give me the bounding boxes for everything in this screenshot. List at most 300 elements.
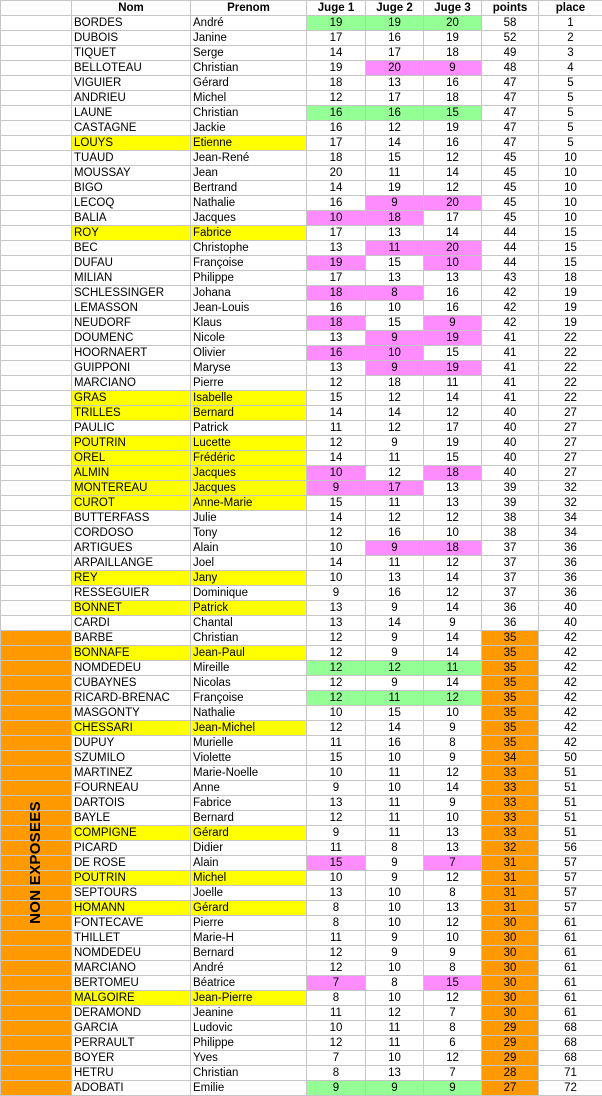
- cell-juge-3[interactable]: 8: [424, 736, 482, 751]
- cell-row-label[interactable]: [1, 781, 72, 796]
- cell-juge-1[interactable]: 13: [307, 601, 366, 616]
- cell-juge-1[interactable]: 12: [307, 691, 366, 706]
- cell-row-label[interactable]: [1, 256, 72, 271]
- cell-row-label[interactable]: [1, 991, 72, 1006]
- cell-juge-2[interactable]: 9: [366, 541, 424, 556]
- cell-place[interactable]: 51: [539, 796, 602, 811]
- cell-juge-1[interactable]: 10: [307, 466, 366, 481]
- cell-points[interactable]: 37: [482, 571, 539, 586]
- cell-nom[interactable]: MARCIANO: [72, 961, 191, 976]
- cell-juge-1[interactable]: 18: [307, 316, 366, 331]
- cell-juge-3[interactable]: 13: [424, 481, 482, 496]
- cell-nom[interactable]: TRILLES: [72, 406, 191, 421]
- cell-juge-1[interactable]: 14: [307, 46, 366, 61]
- cell-row-label[interactable]: [1, 46, 72, 61]
- cell-juge-3[interactable]: 7: [424, 1006, 482, 1021]
- cell-juge-3[interactable]: 19: [424, 436, 482, 451]
- cell-juge-2[interactable]: 11: [366, 691, 424, 706]
- cell-juge-3[interactable]: 16: [424, 301, 482, 316]
- cell-place[interactable]: 68: [539, 1051, 602, 1066]
- cell-nom[interactable]: MALGOIRE: [72, 991, 191, 1006]
- cell-points[interactable]: 35: [482, 721, 539, 736]
- cell-juge-1[interactable]: 17: [307, 136, 366, 151]
- cell-juge-2[interactable]: 16: [366, 31, 424, 46]
- cell-points[interactable]: 29: [482, 1051, 539, 1066]
- cell-row-label[interactable]: [1, 361, 72, 376]
- cell-juge-2[interactable]: 10: [366, 781, 424, 796]
- cell-juge-1[interactable]: 10: [307, 871, 366, 886]
- cell-juge-3[interactable]: 14: [424, 391, 482, 406]
- cell-prenom[interactable]: Philippe: [191, 271, 307, 286]
- cell-prenom[interactable]: Michel: [191, 91, 307, 106]
- cell-points[interactable]: 40: [482, 436, 539, 451]
- cell-juge-1[interactable]: 9: [307, 586, 366, 601]
- cell-nom[interactable]: DE ROSE: [72, 856, 191, 871]
- cell-juge-1[interactable]: 16: [307, 121, 366, 136]
- cell-place[interactable]: 1: [539, 16, 602, 31]
- cell-points[interactable]: 28: [482, 1066, 539, 1081]
- cell-points[interactable]: 49: [482, 46, 539, 61]
- cell-juge-1[interactable]: 16: [307, 346, 366, 361]
- cell-prenom[interactable]: Joel: [191, 556, 307, 571]
- cell-juge-1[interactable]: 13: [307, 361, 366, 376]
- cell-juge-1[interactable]: 8: [307, 901, 366, 916]
- cell-juge-3[interactable]: 15: [424, 346, 482, 361]
- cell-juge-1[interactable]: 8: [307, 1066, 366, 1081]
- cell-place[interactable]: 32: [539, 481, 602, 496]
- cell-place[interactable]: 34: [539, 511, 602, 526]
- cell-juge-1[interactable]: 16: [307, 106, 366, 121]
- cell-nom[interactable]: CARDI: [72, 616, 191, 631]
- header-points[interactable]: points: [482, 1, 539, 16]
- cell-row-label[interactable]: [1, 121, 72, 136]
- cell-juge-2[interactable]: 13: [366, 571, 424, 586]
- cell-prenom[interactable]: Violette: [191, 751, 307, 766]
- cell-prenom[interactable]: Bernard: [191, 946, 307, 961]
- cell-points[interactable]: 34: [482, 751, 539, 766]
- cell-juge-3[interactable]: 14: [424, 676, 482, 691]
- cell-nom[interactable]: BORDES: [72, 16, 191, 31]
- cell-prenom[interactable]: Fabrice: [191, 226, 307, 241]
- cell-juge-3[interactable]: 20: [424, 196, 482, 211]
- cell-juge-2[interactable]: 10: [366, 916, 424, 931]
- cell-points[interactable]: 40: [482, 421, 539, 436]
- cell-points[interactable]: 31: [482, 871, 539, 886]
- cell-prenom[interactable]: Jacques: [191, 466, 307, 481]
- cell-nom[interactable]: NEUDORF: [72, 316, 191, 331]
- cell-juge-1[interactable]: 14: [307, 511, 366, 526]
- cell-prenom[interactable]: Christian: [191, 631, 307, 646]
- cell-juge-1[interactable]: 19: [307, 256, 366, 271]
- cell-prenom[interactable]: Jean-Paul: [191, 646, 307, 661]
- cell-juge-1[interactable]: 10: [307, 706, 366, 721]
- cell-juge-2[interactable]: 8: [366, 841, 424, 856]
- cell-row-label[interactable]: [1, 421, 72, 436]
- cell-prenom[interactable]: Nicolas: [191, 676, 307, 691]
- cell-juge-2[interactable]: 8: [366, 286, 424, 301]
- cell-juge-2[interactable]: 9: [366, 871, 424, 886]
- cell-nom[interactable]: LOUYS: [72, 136, 191, 151]
- cell-nom[interactable]: NOMDEDEU: [72, 946, 191, 961]
- header-nom[interactable]: Nom: [72, 1, 191, 16]
- cell-nom[interactable]: DUFAU: [72, 256, 191, 271]
- cell-points[interactable]: 41: [482, 331, 539, 346]
- cell-place[interactable]: 61: [539, 991, 602, 1006]
- cell-points[interactable]: 41: [482, 376, 539, 391]
- cell-juge-3[interactable]: 13: [424, 271, 482, 286]
- header-juge-3[interactable]: Juge 3: [424, 1, 482, 16]
- cell-nom[interactable]: HETRU: [72, 1066, 191, 1081]
- cell-points[interactable]: 47: [482, 76, 539, 91]
- cell-juge-2[interactable]: 9: [366, 646, 424, 661]
- cell-juge-2[interactable]: 19: [366, 181, 424, 196]
- cell-juge-1[interactable]: 9: [307, 781, 366, 796]
- cell-place[interactable]: 61: [539, 961, 602, 976]
- cell-place[interactable]: 42: [539, 661, 602, 676]
- cell-row-label[interactable]: [1, 226, 72, 241]
- cell-points[interactable]: 35: [482, 691, 539, 706]
- cell-juge-1[interactable]: 11: [307, 1006, 366, 1021]
- cell-juge-1[interactable]: 17: [307, 226, 366, 241]
- cell-row-label[interactable]: [1, 856, 72, 871]
- cell-juge-3[interactable]: 20: [424, 16, 482, 31]
- cell-row-label[interactable]: [1, 661, 72, 676]
- cell-juge-2[interactable]: 11: [366, 496, 424, 511]
- cell-row-label[interactable]: [1, 646, 72, 661]
- cell-points[interactable]: 45: [482, 151, 539, 166]
- cell-juge-3[interactable]: 19: [424, 121, 482, 136]
- cell-place[interactable]: 22: [539, 361, 602, 376]
- cell-prenom[interactable]: Bernard: [191, 811, 307, 826]
- cell-row-label[interactable]: [1, 871, 72, 886]
- cell-prenom[interactable]: Marie-Noelle: [191, 766, 307, 781]
- cell-juge-3[interactable]: 17: [424, 421, 482, 436]
- cell-juge-1[interactable]: 14: [307, 406, 366, 421]
- cell-juge-2[interactable]: 15: [366, 706, 424, 721]
- cell-nom[interactable]: PAULIC: [72, 421, 191, 436]
- cell-prenom[interactable]: Dominique: [191, 586, 307, 601]
- cell-row-label[interactable]: [1, 391, 72, 406]
- cell-points[interactable]: 45: [482, 211, 539, 226]
- cell-row-label[interactable]: [1, 331, 72, 346]
- cell-juge-2[interactable]: 9: [366, 601, 424, 616]
- cell-place[interactable]: 61: [539, 1006, 602, 1021]
- cell-points[interactable]: 35: [482, 706, 539, 721]
- cell-nom[interactable]: ROY: [72, 226, 191, 241]
- cell-points[interactable]: 45: [482, 166, 539, 181]
- cell-juge-3[interactable]: 9: [424, 316, 482, 331]
- cell-juge-3[interactable]: 19: [424, 331, 482, 346]
- cell-place[interactable]: 10: [539, 196, 602, 211]
- cell-row-label[interactable]: [1, 796, 72, 811]
- cell-nom[interactable]: BOYER: [72, 1051, 191, 1066]
- cell-juge-1[interactable]: 14: [307, 451, 366, 466]
- cell-juge-2[interactable]: 17: [366, 46, 424, 61]
- cell-place[interactable]: 4: [539, 61, 602, 76]
- cell-row-label[interactable]: [1, 736, 72, 751]
- cell-juge-1[interactable]: 20: [307, 166, 366, 181]
- cell-juge-3[interactable]: 11: [424, 376, 482, 391]
- cell-place[interactable]: 10: [539, 151, 602, 166]
- cell-prenom[interactable]: Jacques: [191, 211, 307, 226]
- cell-nom[interactable]: RESSEGUIER: [72, 586, 191, 601]
- cell-row-label[interactable]: [1, 826, 72, 841]
- cell-juge-2[interactable]: 13: [366, 271, 424, 286]
- cell-place[interactable]: 36: [539, 541, 602, 556]
- cell-juge-2[interactable]: 11: [366, 1021, 424, 1036]
- cell-place[interactable]: 42: [539, 736, 602, 751]
- cell-juge-3[interactable]: 8: [424, 1021, 482, 1036]
- cell-juge-1[interactable]: 12: [307, 376, 366, 391]
- cell-juge-2[interactable]: 14: [366, 136, 424, 151]
- cell-nom[interactable]: CHESSARI: [72, 721, 191, 736]
- cell-juge-3[interactable]: 16: [424, 136, 482, 151]
- cell-prenom[interactable]: Christian: [191, 1066, 307, 1081]
- cell-nom[interactable]: SEPTOURS: [72, 886, 191, 901]
- cell-juge-2[interactable]: 16: [366, 106, 424, 121]
- cell-row-label[interactable]: [1, 1066, 72, 1081]
- cell-prenom[interactable]: Gérard: [191, 826, 307, 841]
- cell-nom[interactable]: LAUNE: [72, 106, 191, 121]
- cell-place[interactable]: 61: [539, 916, 602, 931]
- cell-juge-2[interactable]: 10: [366, 886, 424, 901]
- cell-juge-3[interactable]: 12: [424, 916, 482, 931]
- cell-juge-3[interactable]: 16: [424, 286, 482, 301]
- cell-juge-2[interactable]: 10: [366, 751, 424, 766]
- cell-row-label[interactable]: [1, 376, 72, 391]
- cell-row-label[interactable]: [1, 241, 72, 256]
- cell-juge-1[interactable]: 11: [307, 736, 366, 751]
- cell-juge-3[interactable]: 13: [424, 841, 482, 856]
- cell-juge-2[interactable]: 9: [366, 676, 424, 691]
- cell-prenom[interactable]: Tony: [191, 526, 307, 541]
- cell-nom[interactable]: MASGONTY: [72, 706, 191, 721]
- cell-place[interactable]: 42: [539, 646, 602, 661]
- cell-nom[interactable]: PICARD: [72, 841, 191, 856]
- cell-row-label[interactable]: [1, 571, 72, 586]
- cell-row-label[interactable]: [1, 616, 72, 631]
- cell-juge-1[interactable]: 10: [307, 541, 366, 556]
- cell-juge-1[interactable]: 12: [307, 961, 366, 976]
- cell-row-label[interactable]: [1, 976, 72, 991]
- cell-place[interactable]: 42: [539, 721, 602, 736]
- cell-nom[interactable]: DERAMOND: [72, 1006, 191, 1021]
- cell-place[interactable]: 40: [539, 601, 602, 616]
- cell-row-label[interactable]: [1, 316, 72, 331]
- cell-nom[interactable]: BALIA: [72, 211, 191, 226]
- cell-juge-2[interactable]: 15: [366, 316, 424, 331]
- cell-nom[interactable]: CUROT: [72, 496, 191, 511]
- cell-place[interactable]: 57: [539, 886, 602, 901]
- cell-nom[interactable]: BELLOTEAU: [72, 61, 191, 76]
- cell-juge-1[interactable]: 19: [307, 61, 366, 76]
- cell-juge-1[interactable]: 18: [307, 286, 366, 301]
- cell-row-label[interactable]: [1, 931, 72, 946]
- cell-nom[interactable]: DARTOIS: [72, 796, 191, 811]
- cell-points[interactable]: 47: [482, 91, 539, 106]
- cell-place[interactable]: 51: [539, 781, 602, 796]
- cell-nom[interactable]: POUTRIN: [72, 436, 191, 451]
- cell-points[interactable]: 42: [482, 316, 539, 331]
- cell-points[interactable]: 35: [482, 661, 539, 676]
- header-juge-1[interactable]: Juge 1: [307, 1, 366, 16]
- cell-points[interactable]: 44: [482, 256, 539, 271]
- cell-juge-2[interactable]: 18: [366, 376, 424, 391]
- cell-nom[interactable]: GUIPPONI: [72, 361, 191, 376]
- cell-nom[interactable]: ARPAILLANGE: [72, 556, 191, 571]
- cell-row-label[interactable]: [1, 706, 72, 721]
- cell-place[interactable]: 57: [539, 901, 602, 916]
- cell-row-label[interactable]: [1, 511, 72, 526]
- cell-points[interactable]: 38: [482, 511, 539, 526]
- cell-points[interactable]: 30: [482, 991, 539, 1006]
- cell-nom[interactable]: FOURNEAU: [72, 781, 191, 796]
- cell-prenom[interactable]: Alain: [191, 856, 307, 871]
- cell-nom[interactable]: BONNET: [72, 601, 191, 616]
- cell-nom[interactable]: BEC: [72, 241, 191, 256]
- cell-row-label[interactable]: [1, 961, 72, 976]
- cell-juge-1[interactable]: 15: [307, 391, 366, 406]
- cell-nom[interactable]: VIGUIER: [72, 76, 191, 91]
- cell-row-label[interactable]: [1, 901, 72, 916]
- cell-points[interactable]: 31: [482, 856, 539, 871]
- cell-juge-1[interactable]: 15: [307, 751, 366, 766]
- cell-row-label[interactable]: [1, 76, 72, 91]
- cell-juge-2[interactable]: 10: [366, 301, 424, 316]
- cell-place[interactable]: 27: [539, 436, 602, 451]
- cell-points[interactable]: 31: [482, 901, 539, 916]
- cell-prenom[interactable]: André: [191, 961, 307, 976]
- cell-place[interactable]: 5: [539, 121, 602, 136]
- cell-row-label[interactable]: [1, 676, 72, 691]
- cell-prenom[interactable]: Lucette: [191, 436, 307, 451]
- cell-nom[interactable]: HOORNAERT: [72, 346, 191, 361]
- cell-juge-1[interactable]: 12: [307, 721, 366, 736]
- cell-juge-3[interactable]: 15: [424, 451, 482, 466]
- cell-row-label[interactable]: [1, 31, 72, 46]
- cell-place[interactable]: 10: [539, 181, 602, 196]
- cell-juge-2[interactable]: 11: [366, 166, 424, 181]
- cell-juge-3[interactable]: 7: [424, 856, 482, 871]
- cell-nom[interactable]: HOMANN: [72, 901, 191, 916]
- cell-juge-1[interactable]: 18: [307, 76, 366, 91]
- cell-juge-1[interactable]: 13: [307, 241, 366, 256]
- cell-place[interactable]: 57: [539, 856, 602, 871]
- cell-juge-2[interactable]: 10: [366, 901, 424, 916]
- cell-juge-1[interactable]: 12: [307, 526, 366, 541]
- cell-juge-2[interactable]: 16: [366, 586, 424, 601]
- cell-prenom[interactable]: Françoise: [191, 691, 307, 706]
- cell-juge-1[interactable]: 19: [307, 16, 366, 31]
- cell-nom[interactable]: BARBE: [72, 631, 191, 646]
- cell-place[interactable]: 19: [539, 301, 602, 316]
- cell-juge-1[interactable]: 12: [307, 661, 366, 676]
- cell-row-label[interactable]: [1, 601, 72, 616]
- cell-nom[interactable]: MILIAN: [72, 271, 191, 286]
- cell-juge-2[interactable]: 12: [366, 391, 424, 406]
- cell-place[interactable]: 68: [539, 1021, 602, 1036]
- cell-juge-3[interactable]: 17: [424, 211, 482, 226]
- cell-row-label[interactable]: [1, 556, 72, 571]
- cell-place[interactable]: 15: [539, 241, 602, 256]
- cell-prenom[interactable]: Mireille: [191, 661, 307, 676]
- cell-place[interactable]: 42: [539, 706, 602, 721]
- cell-nom[interactable]: MARTINEZ: [72, 766, 191, 781]
- cell-juge-2[interactable]: 19: [366, 16, 424, 31]
- cell-prenom[interactable]: Patrick: [191, 601, 307, 616]
- cell-juge-2[interactable]: 12: [366, 511, 424, 526]
- cell-place[interactable]: 50: [539, 751, 602, 766]
- cell-juge-2[interactable]: 12: [366, 466, 424, 481]
- cell-juge-1[interactable]: 13: [307, 331, 366, 346]
- cell-place[interactable]: 27: [539, 421, 602, 436]
- cell-points[interactable]: 42: [482, 301, 539, 316]
- cell-juge-2[interactable]: 14: [366, 616, 424, 631]
- cell-prenom[interactable]: Christian: [191, 106, 307, 121]
- cell-points[interactable]: 44: [482, 226, 539, 241]
- cell-juge-1[interactable]: 9: [307, 826, 366, 841]
- cell-juge-3[interactable]: 10: [424, 256, 482, 271]
- cell-juge-2[interactable]: 12: [366, 421, 424, 436]
- cell-place[interactable]: 32: [539, 496, 602, 511]
- cell-place[interactable]: 10: [539, 166, 602, 181]
- cell-place[interactable]: 18: [539, 271, 602, 286]
- cell-prenom[interactable]: Jacques: [191, 481, 307, 496]
- cell-juge-3[interactable]: 12: [424, 406, 482, 421]
- cell-place[interactable]: 71: [539, 1066, 602, 1081]
- cell-place[interactable]: 5: [539, 91, 602, 106]
- cell-row-label[interactable]: [1, 286, 72, 301]
- cell-juge-1[interactable]: 8: [307, 991, 366, 1006]
- cell-points[interactable]: 30: [482, 946, 539, 961]
- cell-place[interactable]: 36: [539, 556, 602, 571]
- cell-prenom[interactable]: Michel: [191, 871, 307, 886]
- cell-prenom[interactable]: Murielle: [191, 736, 307, 751]
- cell-points[interactable]: 33: [482, 781, 539, 796]
- cell-points[interactable]: 29: [482, 1036, 539, 1051]
- cell-points[interactable]: 45: [482, 196, 539, 211]
- cell-juge-1[interactable]: 7: [307, 976, 366, 991]
- cell-place[interactable]: 2: [539, 31, 602, 46]
- cell-row-label[interactable]: [1, 691, 72, 706]
- cell-juge-2[interactable]: 17: [366, 91, 424, 106]
- cell-prenom[interactable]: Alain: [191, 541, 307, 556]
- cell-points[interactable]: 41: [482, 361, 539, 376]
- cell-row-label[interactable]: [1, 946, 72, 961]
- cell-points[interactable]: 30: [482, 931, 539, 946]
- cell-juge-1[interactable]: 16: [307, 301, 366, 316]
- cell-points[interactable]: 36: [482, 616, 539, 631]
- cell-juge-3[interactable]: 9: [424, 61, 482, 76]
- cell-juge-3[interactable]: 18: [424, 541, 482, 556]
- cell-row-label[interactable]: [1, 181, 72, 196]
- cell-juge-2[interactable]: 10: [366, 346, 424, 361]
- cell-juge-3[interactable]: 18: [424, 46, 482, 61]
- cell-juge-1[interactable]: 14: [307, 181, 366, 196]
- cell-place[interactable]: 61: [539, 946, 602, 961]
- cell-row-label[interactable]: [1, 196, 72, 211]
- cell-prenom[interactable]: Jean-Pierre: [191, 991, 307, 1006]
- cell-juge-1[interactable]: 11: [307, 421, 366, 436]
- cell-row-label[interactable]: [1, 346, 72, 361]
- cell-points[interactable]: 39: [482, 481, 539, 496]
- cell-prenom[interactable]: Gérard: [191, 901, 307, 916]
- cell-place[interactable]: 42: [539, 676, 602, 691]
- cell-place[interactable]: 15: [539, 256, 602, 271]
- cell-points[interactable]: 33: [482, 826, 539, 841]
- cell-prenom[interactable]: Pierre: [191, 916, 307, 931]
- cell-nom[interactable]: MARCIANO: [72, 376, 191, 391]
